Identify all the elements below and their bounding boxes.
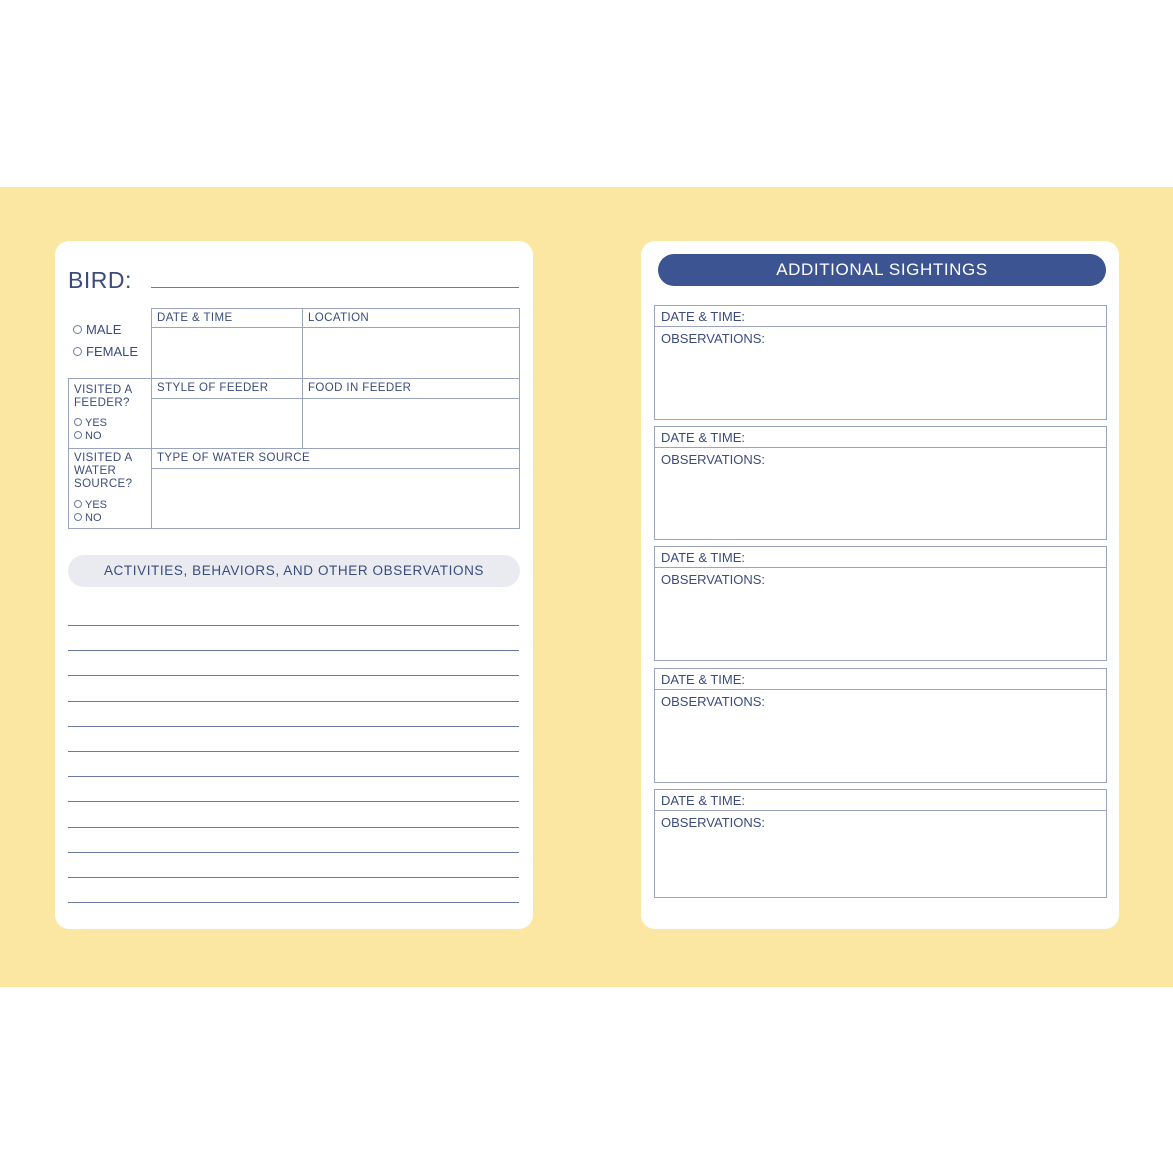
sighting-entry[interactable] — [654, 668, 1107, 783]
additional-sightings-page — [641, 241, 1119, 929]
bird-record-page — [55, 241, 533, 929]
writing-line[interactable] — [68, 801, 519, 802]
writing-line[interactable] — [68, 827, 519, 828]
feeder-yes-option[interactable]: YES — [74, 417, 107, 429]
food-in-feeder-field[interactable] — [303, 399, 519, 448]
female-label: FEMALE — [86, 344, 139, 359]
location-field[interactable] — [303, 328, 519, 378]
activities-heading: ACTIVITIES, BEHAVIORS, AND OTHER OBSERVATIONS — [68, 555, 520, 587]
water-yes-option[interactable]: YES — [74, 499, 107, 511]
bird-name-label: BIRD: — [68, 267, 132, 293]
type-of-water-source-header: TYPE OF WATER SOURCE — [157, 452, 311, 464]
radio-circle-icon — [74, 431, 82, 439]
observations-label: OBSERVATIONS: — [661, 452, 766, 467]
writing-line[interactable] — [68, 902, 519, 903]
writing-line[interactable] — [68, 701, 519, 702]
female-option[interactable] — [73, 344, 138, 359]
bird-name-field[interactable] — [151, 287, 519, 288]
writing-line[interactable] — [68, 726, 519, 727]
date-time-header: DATE & TIME — [157, 312, 233, 324]
radio-circle-icon — [74, 513, 82, 521]
sighting-entry[interactable] — [654, 546, 1107, 661]
radio-circle-icon — [73, 325, 82, 334]
date-time-label: DATE & TIME: — [661, 550, 746, 565]
location-header: LOCATION — [308, 312, 370, 324]
writing-line[interactable] — [68, 751, 519, 752]
additional-sightings-heading: ADDITIONAL SIGHTINGS — [658, 254, 1106, 286]
visited-water-label: VISITED A WATER SOURCE? — [74, 452, 133, 490]
observations-label: OBSERVATIONS: — [661, 572, 766, 587]
food-in-feeder-header: FOOD IN FEEDER — [308, 382, 412, 394]
radio-circle-icon — [74, 500, 82, 508]
writing-line[interactable] — [68, 852, 519, 853]
date-time-label: DATE & TIME: — [661, 430, 746, 445]
feeder-no-option[interactable]: NO — [74, 430, 102, 442]
style-of-feeder-field[interactable] — [152, 399, 302, 448]
radio-circle-icon — [74, 418, 82, 426]
date-time-label: DATE & TIME: — [661, 309, 746, 324]
writing-line[interactable] — [68, 877, 519, 878]
writing-line[interactable] — [68, 625, 519, 626]
writing-line[interactable] — [68, 675, 519, 676]
date-time-field[interactable] — [152, 328, 302, 378]
writing-line[interactable] — [68, 776, 519, 777]
male-label: MALE — [86, 322, 122, 337]
sighting-entry[interactable] — [654, 426, 1107, 540]
observations-label: OBSERVATIONS: — [661, 331, 766, 346]
observations-label: OBSERVATIONS: — [661, 694, 766, 709]
water-no-option[interactable]: NO — [74, 512, 102, 524]
sighting-entry[interactable] — [654, 305, 1107, 420]
water-source-field[interactable] — [152, 469, 519, 528]
radio-circle-icon — [73, 347, 82, 356]
style-of-feeder-header: STYLE OF FEEDER — [157, 382, 269, 394]
sighting-entry[interactable] — [654, 789, 1107, 898]
male-option[interactable] — [73, 322, 121, 337]
date-time-label: DATE & TIME: — [661, 672, 746, 687]
writing-line[interactable] — [68, 650, 519, 651]
observations-label: OBSERVATIONS: — [661, 815, 766, 830]
visited-feeder-label: VISITED A FEEDER? — [74, 384, 132, 409]
date-time-label: DATE & TIME: — [661, 793, 746, 808]
